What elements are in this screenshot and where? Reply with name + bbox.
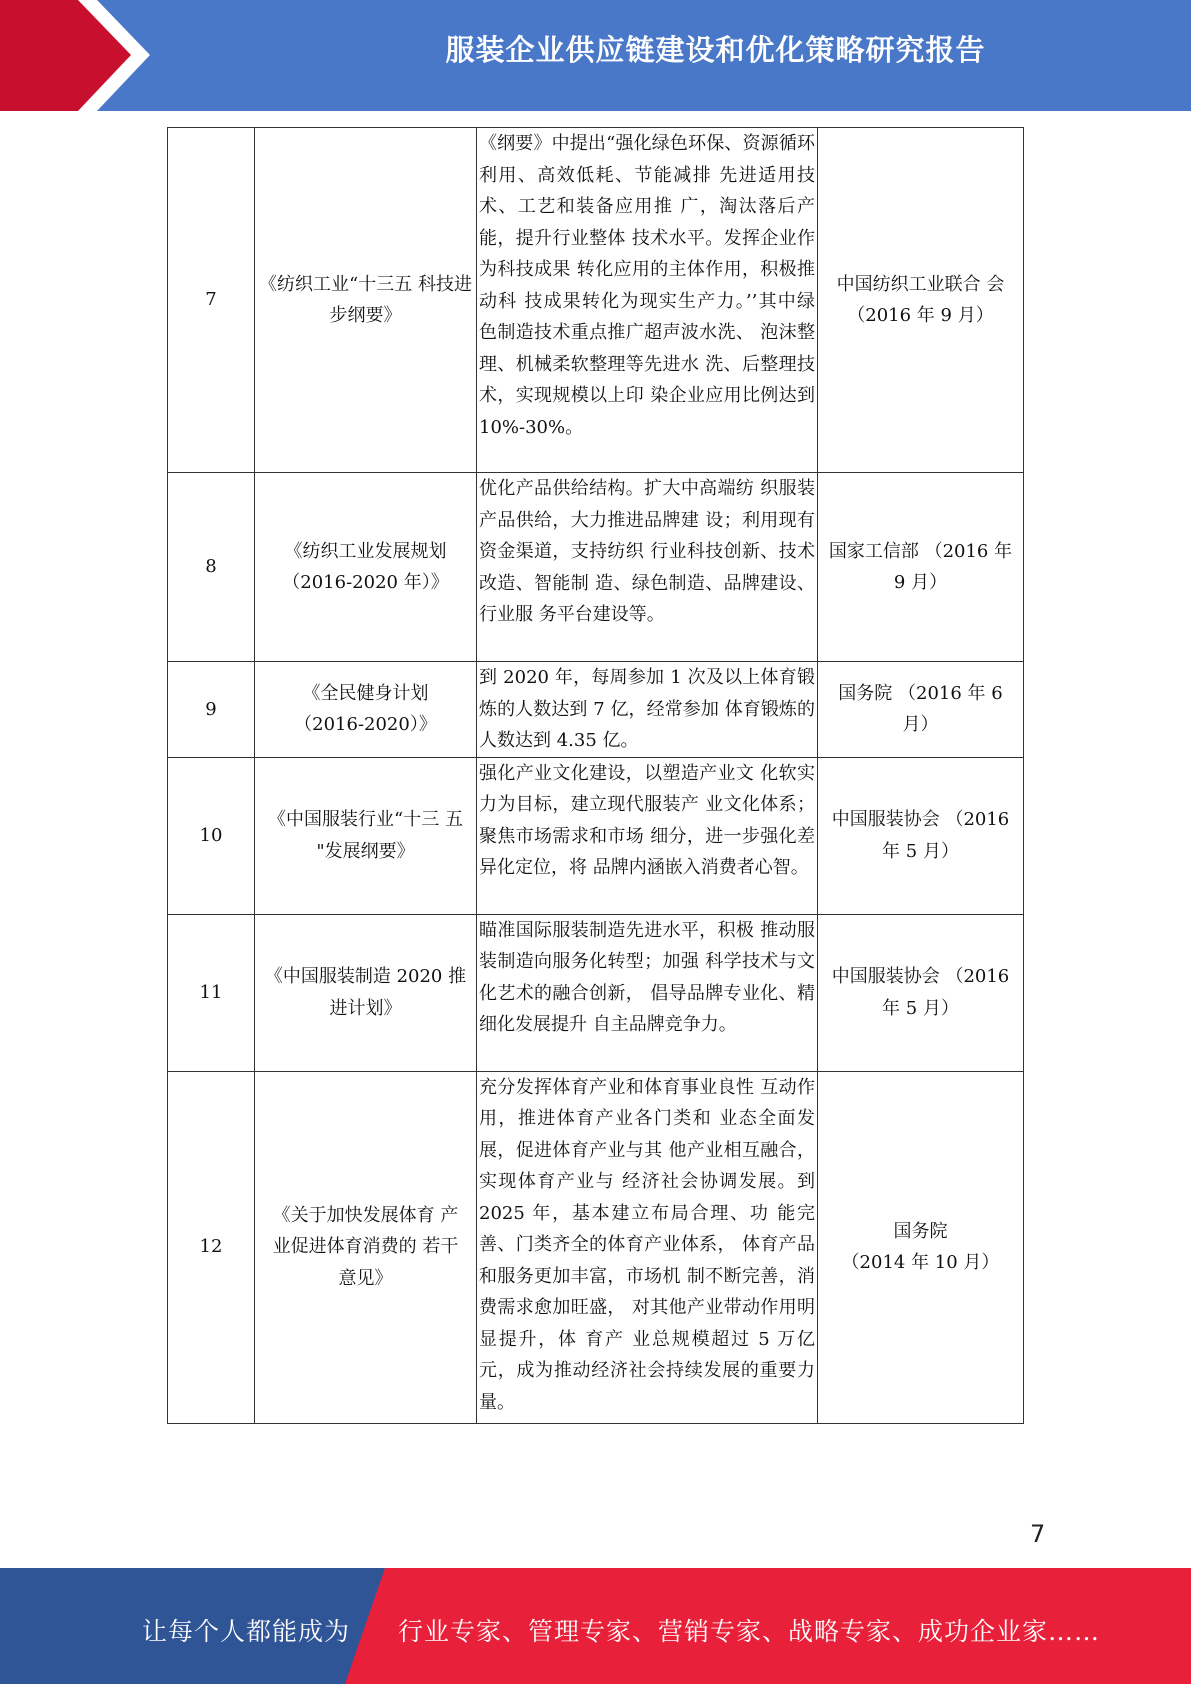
issuer-date: 年 5 月） [882, 997, 959, 1019]
policy-name-line: 进计划》 [329, 997, 402, 1019]
table-row [168, 473, 1024, 662]
policy-name [255, 473, 477, 662]
table-row [168, 1071, 1024, 1423]
row-number: 11 [168, 914, 255, 1071]
policy-issuer [818, 1071, 1024, 1423]
policy-content: 瞄准国际服装制造先进水平，积极 推动服装制造向服务化转型；加强 科学技术与文化艺术的融合创新， 倡导品牌专业化、精细化发展提升 自主品牌竞争力。 [477, 914, 818, 1071]
issuer-org: 国务院 [893, 1220, 948, 1242]
policy-issuer [818, 473, 1024, 662]
policy-name-line: 业促进体育消费的 若干 [272, 1236, 459, 1258]
policy-issuer [818, 128, 1024, 473]
issuer-date: （2014 年 10 月） [841, 1252, 1000, 1273]
table-row [168, 914, 1024, 1071]
policy-issuer [818, 662, 1024, 758]
policy-name-line: 《中国服装制造 2020 推 [264, 966, 467, 987]
policy-name [255, 1071, 477, 1423]
issuer-org: 中国服装协会 （2016 [831, 966, 1010, 987]
issuer-date: 月） [902, 714, 939, 736]
policy-content: 强化产业文化建设，以塑造产业文 化软实力为目标，建立现代服装产 业文化体系；聚焦市场需求和市场 细分，进一步强化差异化定位，将 品牌内涵嵌入消费者心智。 [477, 757, 818, 914]
policy-name [255, 757, 477, 914]
policy-name-line: （2016-2020）》 [294, 714, 437, 736]
footer-band [0, 1568, 1191, 1684]
policy-content: 充分发挥体育产业和体育事业良性 互动作用，推进体育产业各门类和 业态全面发展，促进体育产业与其 他产业相互融合，实现体育产业与 经济社会协调发展。到 2025 年，基本建立布局合理、功 能完善、门类齐全的体育产业体系， 体育产品和服务更加丰富，市场机 制不断完善，消费需求愈加旺盛， 对其他产业带动作用明显提升，体 育产 业总规模超过 5 万亿元，成为推动经济社会持续发展的重要力 量。 [477, 1071, 818, 1423]
policy-issuer [818, 757, 1024, 914]
row-number: 12 [168, 1071, 255, 1423]
policy-name-line: 意见》 [338, 1267, 393, 1289]
table-row [168, 662, 1024, 758]
policy-name-line: 《纺织工业发展规划 [284, 540, 447, 562]
report-title: 服装企业供应链建设和优化策略研究报告 [445, 33, 986, 67]
issuer-date: （2016 年 9 月） [847, 305, 994, 326]
table-row [168, 128, 1024, 473]
policy-name-line: （2016-2020 年）》 [282, 572, 449, 593]
row-number: 10 [168, 757, 255, 914]
footer-slogan-right: 行业专家、管理专家、营销专家、战略专家、成功企业家…… [398, 1617, 1101, 1646]
policy-table [167, 127, 1024, 1424]
issuer-org: 国家工信部 （2016 年 [828, 540, 1013, 562]
issuer-org: 国务院 （2016 年 6 [838, 682, 1003, 704]
row-number: 9 [168, 662, 255, 758]
policy-content: 优化产品供给结构。扩大中高端纺 织服装产品供给，大力推进品牌建 设；利用现有资金渠道，支持纺织 行业科技创新、技术改造、智能制 造、绿色制造、品牌建设、行业服 务平台建设等。 [477, 473, 818, 662]
issuer-date: 9 月） [893, 572, 948, 593]
policy-content: 《纲要》中提出“强化绿色环保、资源循环利用、高效低耗、节能减排 先进适用技术、工艺和装备应用推 广，淘汰落后产能，提升行业整体 技术水平。发挥企业作为科技成果 转化应用的主体作用，积极推动科 技成果转化为现实生产力。’’其中绿 色制造技术重点推广超声波水洗、 泡沫整理、机械柔软整理等先进水 洗、后整理技术，实现规模以上印 染企业应用比例达到10%-30%。 [477, 128, 818, 473]
policy-issuer [818, 914, 1024, 1071]
policy-name: 《纺织工业“十三五 科技进步纲要》 [255, 128, 477, 473]
policy-name-line: 《关于加快发展体育 产 [272, 1204, 459, 1226]
policy-name-line: 《全民健身计划 [302, 682, 429, 704]
row-number: 7 [168, 128, 255, 473]
header-arrow-decoration [0, 0, 150, 111]
table-row [168, 757, 1024, 914]
policy-name-line: "发展纲要》 [316, 840, 415, 862]
issuer-date: 年 5 月） [882, 840, 959, 862]
policy-name [255, 662, 477, 758]
issuer-org: 中国服装协会 （2016 [831, 809, 1010, 830]
page-number: 7 [1030, 1520, 1046, 1548]
policy-name [255, 914, 477, 1071]
policy-content: 到 2020 年，每周参加 1 次及以上体育锻炼的人数达到 7 亿，经常参加 体育锻炼的人数达到 4.35 亿。 [477, 662, 818, 758]
footer-slogan-left: 让每个人都能成为 [142, 1617, 351, 1646]
policy-name-line: 《中国服装行业“十三 五 [268, 809, 463, 830]
header-band [0, 0, 1191, 111]
row-number: 8 [168, 473, 255, 662]
issuer-org: 中国纺织工业联合 会 [836, 273, 1005, 295]
